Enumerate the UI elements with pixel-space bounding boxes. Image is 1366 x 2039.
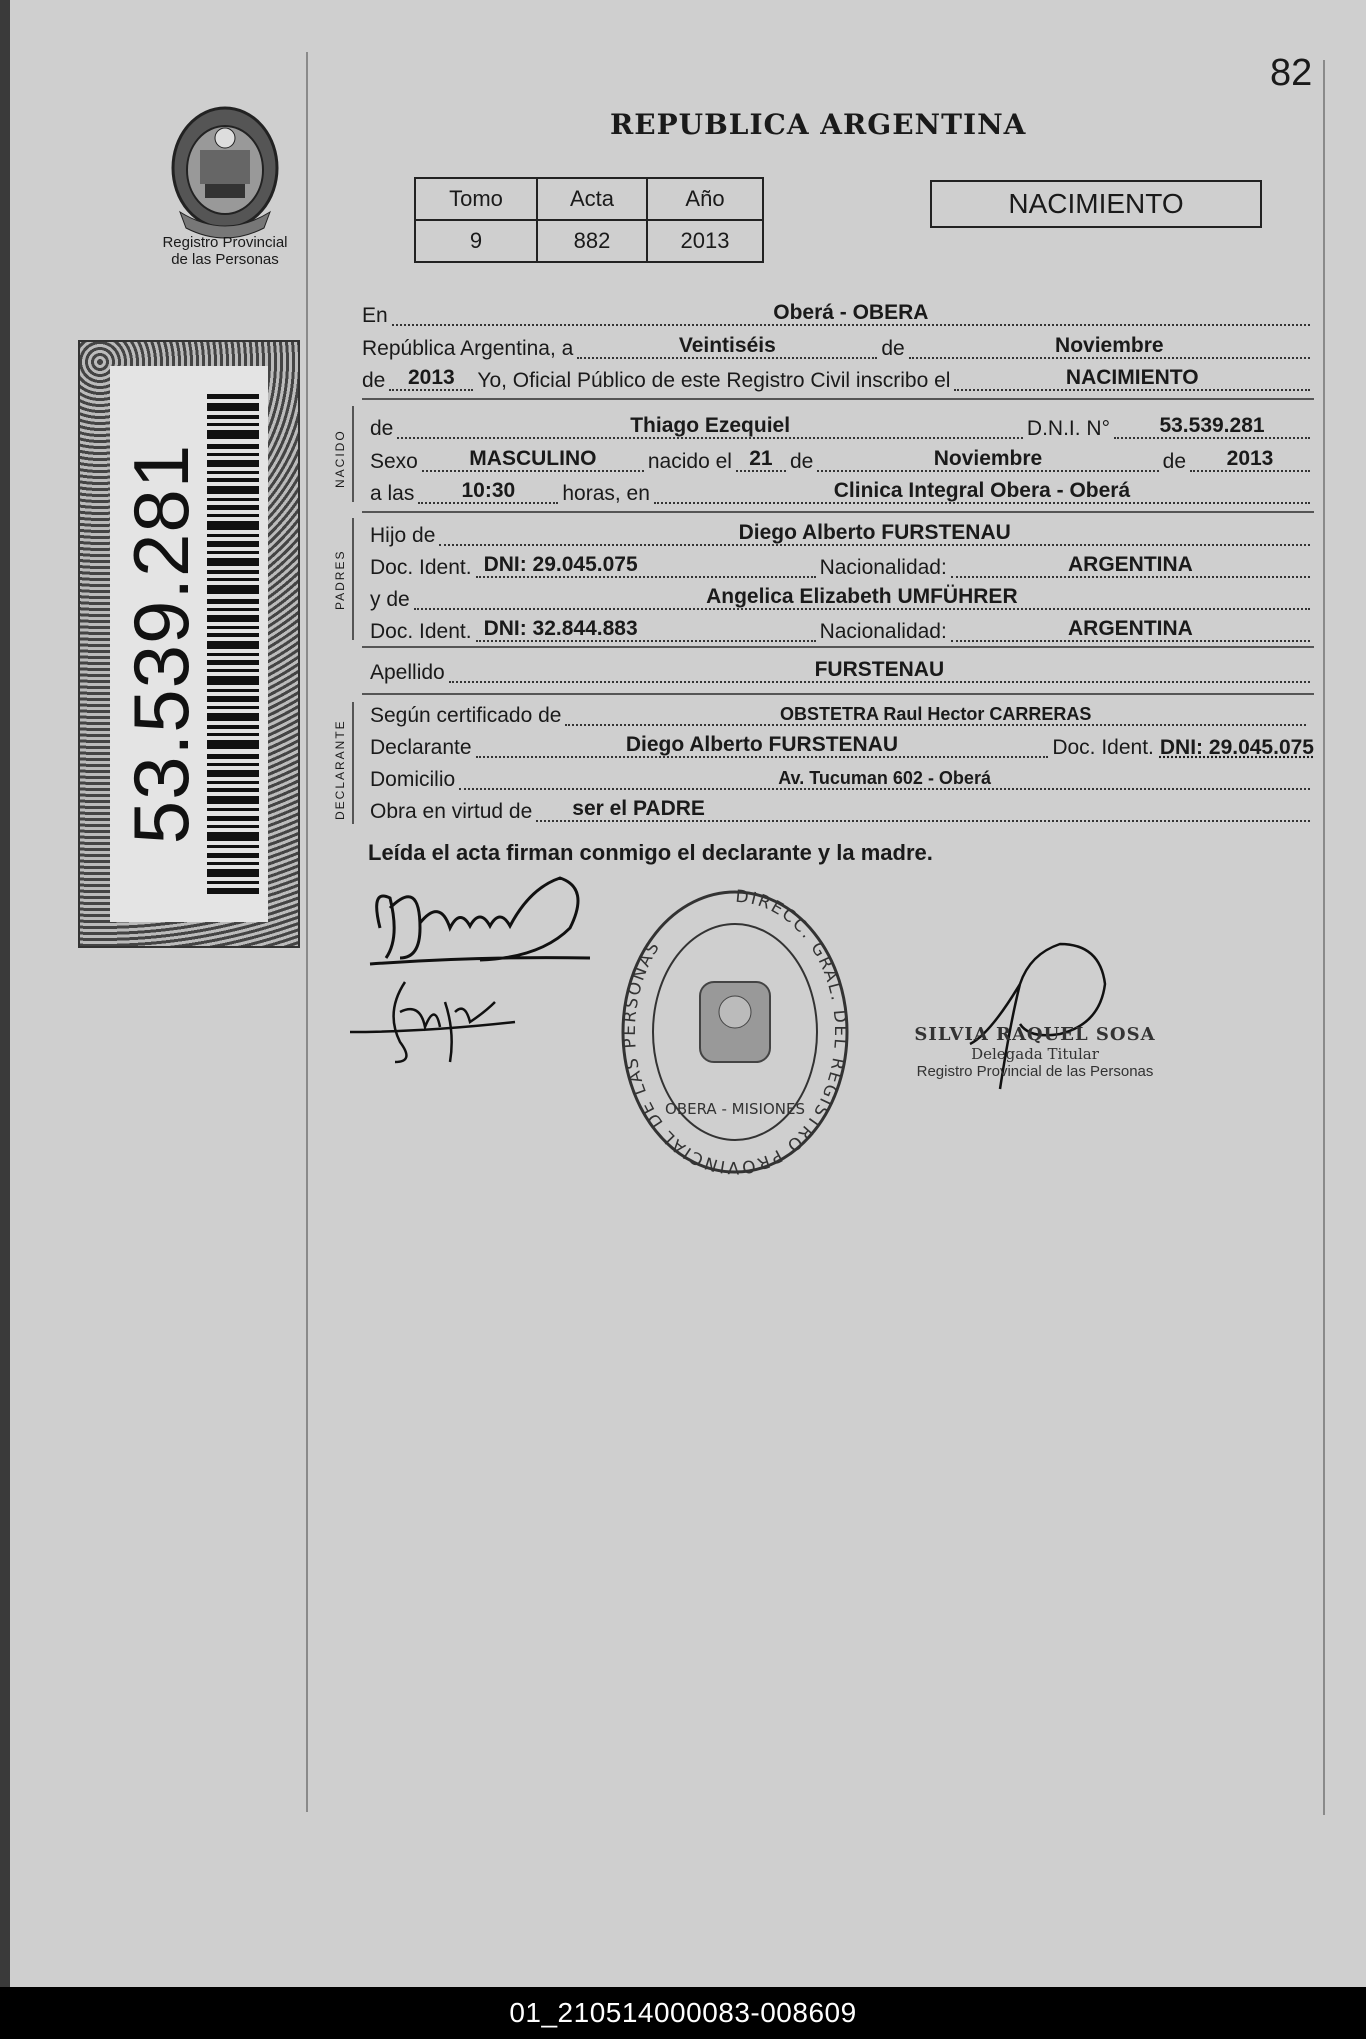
label-obra: Obra en virtud de [370,800,533,823]
label-nacido-el: nacido el [647,450,732,473]
tomo-acta-table [414,177,764,263]
official-office: Registro Provincial de las Personas [916,1063,1154,1080]
label-nacionalidad: Nacionalidad: [819,556,947,579]
barcode-bars [207,394,259,894]
label-en: En [362,304,388,327]
label-y-de: y de [370,588,410,611]
seal-ring-text: DIRECC. GRAL. DEL REGISTRO PROVINCIAL DE LAS PERSONAS [619,886,850,1178]
label-doc-ident: Doc. Ident. [370,556,472,579]
side-label-declarante: DECLARANTE [333,719,347,820]
declarant-signature [360,868,600,978]
value-declarant-name: Diego Alberto FURSTENAU [625,733,899,756]
label-doc-ident-3: Doc. Ident. [1052,736,1154,759]
value-father-doc: DNI: 29.045.075 [483,553,638,576]
separator-1 [362,398,1314,400]
left-margin-line [306,52,308,1812]
header-acta: Acta [537,178,647,220]
value-birth-year: 2013 [1226,447,1274,470]
row-mother-doc [370,616,1314,646]
row-capacity [370,796,1314,826]
value-capacity: ser el PADRE [572,797,705,820]
label-certificado: Según certificado de [370,704,562,727]
value-place: Oberá - OBERA [773,301,929,324]
barcode-panel [78,340,300,948]
value-father-name: Diego Alberto FURSTENAU [738,521,1011,544]
value-inscribe: NACIMIENTO [1065,366,1199,389]
act-type-box: NACIMIENTO [930,180,1262,228]
header-anio: Año [647,178,763,220]
seal-inner-text: OBERA - MISIONES [665,1100,805,1118]
value-day-words: Veintiséis [678,334,776,357]
label-nacionalidad-2: Nacionalidad: [819,620,947,643]
value-child-name: Thiago Ezequiel [630,414,791,437]
label-sexo: Sexo [370,450,418,473]
separator-3 [362,646,1314,648]
official-name: SILVIA RAQUEL SOSA [914,1024,1156,1045]
side-label-nacido: NACIDO [333,429,347,488]
row-en [362,300,1314,330]
document-title: REPUBLICA ARGENTINA [610,108,1027,141]
header-tomo: Tomo [415,178,537,220]
value-sex: MASCULINO [469,447,597,470]
value-father-nationality: ARGENTINA [1067,553,1193,576]
value-acta: 882 [537,220,647,262]
official-seal-stamp [615,882,855,1182]
label-domicilio: Domicilio [370,768,456,791]
value-declarant-doc: DNI: 29.045.075 [1159,736,1314,759]
side-label-padres: PADRES [333,549,347,610]
row-year-inscribe [362,365,1314,395]
row-time-place [370,478,1314,508]
label-apellido: Apellido [370,661,445,684]
value-birth-day: 21 [749,447,773,470]
label-de2: de [362,369,386,392]
page-number: 82 [1270,52,1313,94]
value-certificate: OBSTETRA Raul Hector CARRERAS [780,704,1092,724]
barcode-label [110,366,268,922]
label-a-las: a las [370,482,415,505]
label-de3: de [789,450,814,473]
value-tomo: 9 [415,220,537,262]
value-birth-time: 10:30 [461,479,516,502]
value-mother-nationality: ARGENTINA [1067,617,1193,640]
value-birth-month: Noviembre [933,447,1043,470]
label-inscribe: Yo, Oficial Público de este Registro Civil inscribo el [477,369,951,392]
barcode-number: 53.539.281 [117,443,205,845]
label-republica: República Argentina, a [362,337,574,360]
value-birth-place: Clinica Integral Obera - Oberá [833,479,1131,502]
label-de4: de [1162,450,1186,473]
value-address: Av. Tucuman 602 - Oberá [778,768,991,788]
value-month: Noviembre [1055,334,1164,357]
label-name: de [370,417,394,440]
nacido-bracket [352,406,354,502]
mother-signature [345,972,525,1072]
declarante-bracket [352,702,354,824]
label-horas-en: horas, en [562,482,650,505]
value-child-dni: 53.539.281 [1159,414,1265,437]
file-id-bar: 01_210514000083-008609 [0,1987,1366,2039]
padres-bracket [352,518,354,640]
right-margin-line [1323,60,1325,1815]
logo-text-line1: Registro Provincial [162,234,288,251]
value-year: 2013 [408,366,455,389]
label-dni: D.N.I. N° [1026,417,1110,440]
row-name [370,413,1314,443]
separator-2 [362,511,1314,513]
logo-text-line2: de las Personas [171,251,279,268]
value-mother-name: Angelica Elizabeth UMFÜHRER [706,585,1018,608]
label-de: de [881,337,905,360]
closing-statement: Leída el acta firman conmigo el declarante y la madre. [368,840,933,865]
official-role: Delegada Titular [971,1045,1099,1063]
label-doc-ident-2: Doc. Ident. [370,620,472,643]
province-coat-of-arms-icon [160,100,290,240]
row-surname [370,657,1314,687]
value-mother-doc: DNI: 32.844.883 [483,617,638,640]
document-page [10,0,1366,1987]
official-block [890,1024,1180,1080]
value-anio: 2013 [647,220,763,262]
label-hijo-de: Hijo de [370,524,436,547]
label-declarante: Declarante [370,736,472,759]
value-surname: FURSTENAU [814,658,945,681]
registry-logo-text [140,234,310,268]
